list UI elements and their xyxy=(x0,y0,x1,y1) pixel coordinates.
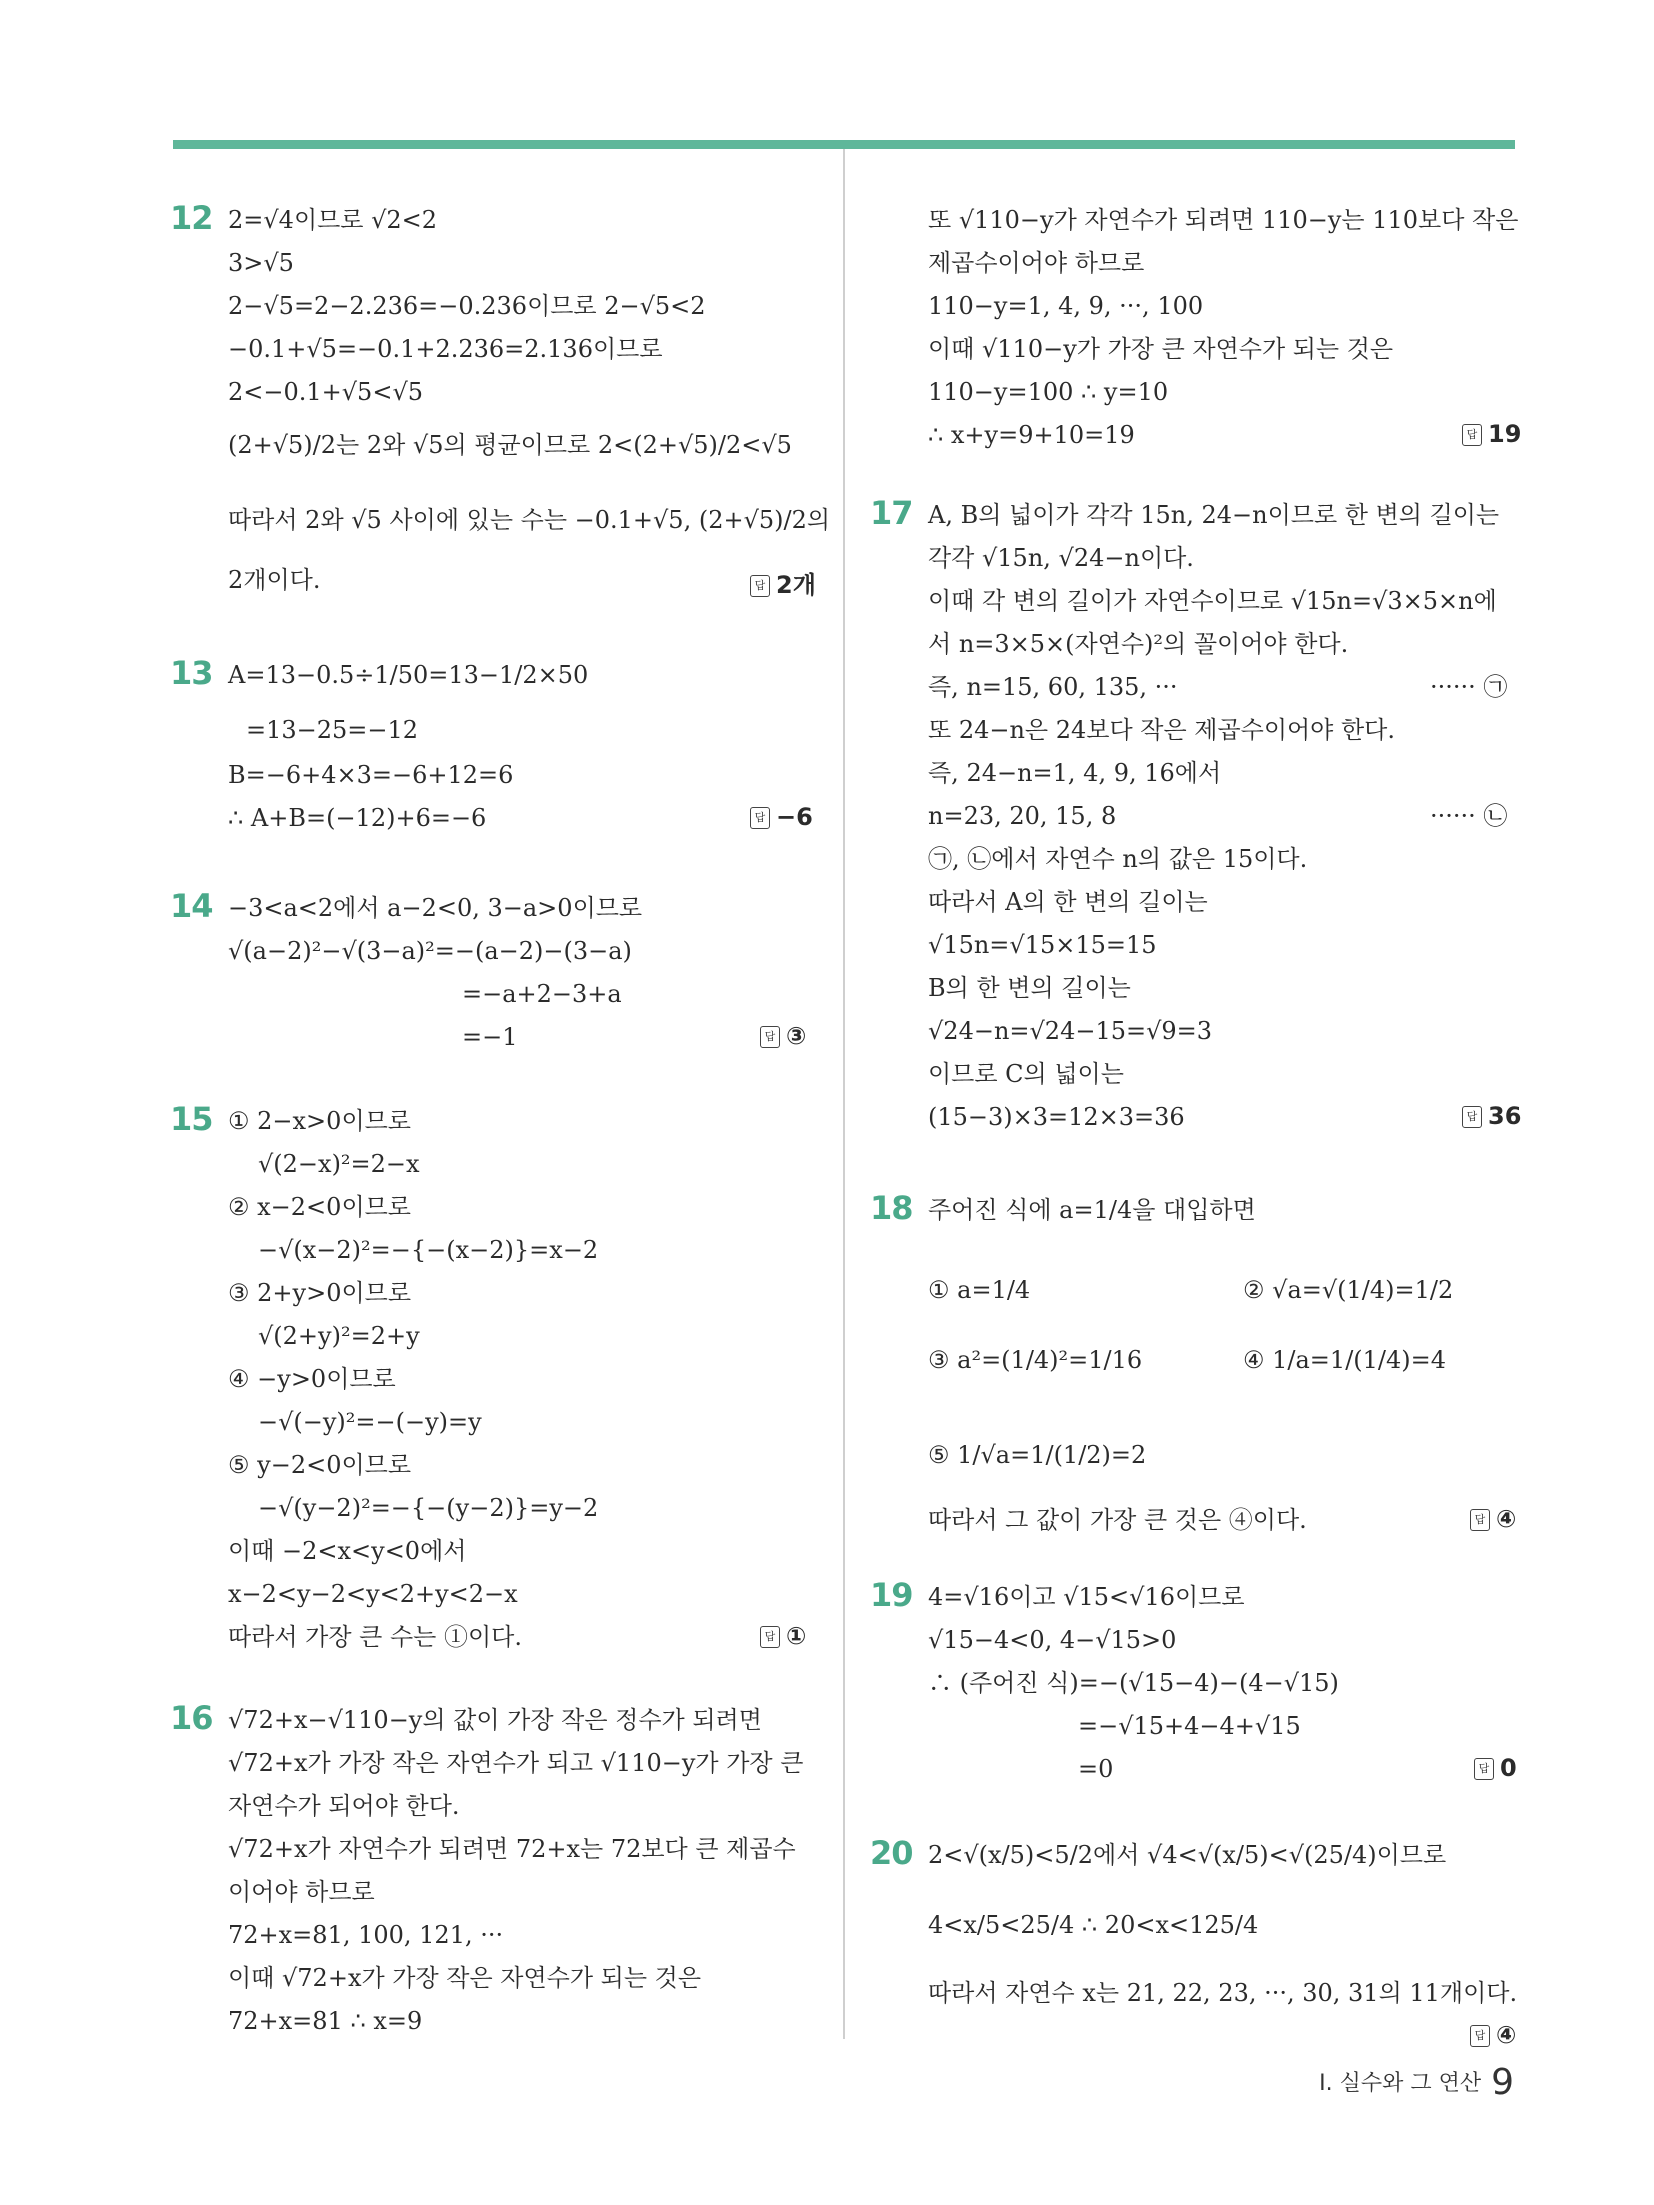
answer-label xyxy=(1470,1505,1516,1533)
solution-line: B=−6+4×3=−6+12=6 xyxy=(228,761,514,789)
solution-line: n=23, 20, 15, 8 xyxy=(928,802,1117,830)
solution-line: −√(−y)²=−(−y)=y xyxy=(258,1408,482,1436)
problem-number: 19 xyxy=(870,1576,913,1614)
solution-line: 4=√16이고 √15<√16이므로 xyxy=(928,1583,1245,1611)
solution-line: √(2+y)²=2+y xyxy=(258,1322,420,1350)
solution-line: −3<a<2에서 a−2<0, 3−a>0이므로 xyxy=(228,894,643,922)
answer-label xyxy=(1462,1102,1521,1130)
solution-line: √(a−2)²−√(3−a)²=−(a−2)−(3−a) xyxy=(228,937,632,965)
solution-line: ④ −y>0이므로 xyxy=(228,1365,396,1393)
answer-icon: 답 xyxy=(750,575,770,597)
answer-value: 36 xyxy=(1488,1102,1522,1130)
answer-value: ③ xyxy=(786,1022,807,1050)
solution-line: 서 n=3×5×(자연수)²의 꼴이어야 한다. xyxy=(928,630,1349,658)
answer-icon: 답 xyxy=(1474,1758,1494,1780)
solution-line: √(2−x)²=2−x xyxy=(258,1150,420,1178)
solution-line: 즉, 24−n=1, 4, 9, 16에서 xyxy=(928,759,1222,787)
solution-line: 따라서 A의 한 변의 길이는 xyxy=(928,888,1208,916)
page-footer xyxy=(1319,2062,1514,2103)
problem-number: 18 xyxy=(870,1189,913,1227)
solution-line: =0 xyxy=(1078,1755,1114,1783)
solution-line: ∴ (주어진 식)=−(√15−4)−(4−√15) xyxy=(928,1669,1339,1697)
solution-line: 주어진 식에 a=1/4을 대입하면 xyxy=(928,1196,1256,1224)
answer-label xyxy=(760,1022,806,1050)
solution-line: 또 24−n은 24보다 작은 제곱수이어야 한다. xyxy=(928,716,1395,744)
problem-number: 15 xyxy=(170,1100,213,1138)
solution-line: A=13−0.5÷1/50=13−1/2×50 xyxy=(228,661,589,689)
solution-line: ③ 2+y>0이므로 xyxy=(228,1279,412,1307)
solution-line: 각각 √15n, √24−n이다. xyxy=(928,544,1194,572)
answer-icon: 답 xyxy=(1470,1509,1490,1531)
solution-line: −√(x−2)²=−{−(x−2)}=x−2 xyxy=(258,1236,599,1264)
problem-number: 14 xyxy=(170,887,213,925)
solution-line: =−1 xyxy=(462,1023,518,1051)
answer-value: 2개 xyxy=(776,571,816,599)
solution-line: 72+x=81, 100, 121, ··· xyxy=(228,1921,504,1949)
column-divider xyxy=(843,149,845,2039)
answer-label xyxy=(1462,420,1521,448)
answer-icon: 답 xyxy=(750,807,770,829)
solution-line: 2−√5=2−2.236=−0.236이므로 2−√5<2 xyxy=(228,292,706,320)
solution-line: ④ 1/a=1/(1/4)=4 xyxy=(1243,1346,1447,1374)
solution-line: ② √a=√(1/4)=1/2 xyxy=(1243,1276,1454,1304)
solution-line: A, B의 넓이가 각각 15n, 24−n이므로 한 변의 길이는 xyxy=(928,501,1500,529)
solution-line: 2<√(x/5)<5/2에서 √4<√(x/5)<√(25/4)이므로 xyxy=(928,1841,1447,1869)
solution-line: 따라서 2와 √5 사이에 있는 수는 −0.1+√5, (2+√5)/2의 xyxy=(228,506,831,534)
equation-tag: ······ ㉠ xyxy=(1430,673,1508,701)
answer-value: 19 xyxy=(1488,420,1522,448)
solution-line: √72+x가 가장 작은 자연수가 되고 √110−y가 가장 큰 xyxy=(228,1749,804,1777)
answer-icon: 답 xyxy=(760,1626,780,1648)
solution-line: 3>√5 xyxy=(228,249,294,277)
solution-line: ⑤ 1/√a=1/(1/2)=2 xyxy=(928,1441,1147,1469)
solution-line: ① a=1/4 xyxy=(928,1276,1031,1304)
solution-line: ∴ x+y=9+10=19 xyxy=(928,421,1135,449)
solution-line: =−√15+4−4+√15 xyxy=(1078,1712,1301,1740)
solution-line: B의 한 변의 길이는 xyxy=(928,974,1131,1002)
top-accent-bar xyxy=(173,140,1515,149)
answer-value: 0 xyxy=(1500,1754,1517,1782)
solution-line: 따라서 가장 큰 수는 ①이다. xyxy=(228,1623,522,1651)
solution-line: −0.1+√5=−0.1+2.236=2.136이므로 xyxy=(228,335,663,363)
solution-line: 이어야 하므로 xyxy=(228,1878,375,1906)
solution-line: ② x−2<0이므로 xyxy=(228,1193,411,1221)
solution-line: √15n=√15×15=15 xyxy=(928,931,1157,959)
solution-line: 이때 √110−y가 가장 큰 자연수가 되는 것은 xyxy=(928,335,1394,363)
solution-line: 따라서 그 값이 가장 큰 것은 ④이다. xyxy=(928,1506,1307,1534)
answer-icon: 답 xyxy=(1470,2025,1490,2047)
answer-label xyxy=(1470,2021,1516,2049)
answer-icon: 답 xyxy=(760,1026,780,1048)
answer-label xyxy=(760,1622,806,1650)
solution-line: 110−y=1, 4, 9, ···, 100 xyxy=(928,292,1204,320)
problem-number: 17 xyxy=(870,494,913,532)
solution-line: √15−4<0, 4−√15>0 xyxy=(928,1626,1177,1654)
solution-line: =−a+2−3+a xyxy=(462,980,622,1008)
solution-line: ① 2−x>0이므로 xyxy=(228,1107,411,1135)
solution-line: √72+x−√110−y의 값이 가장 작은 정수가 되려면 xyxy=(228,1706,762,1734)
solution-line: 2=√4이므로 √2<2 xyxy=(228,206,438,234)
equation-tag: ······ ㉡ xyxy=(1430,802,1508,830)
answer-label xyxy=(750,565,816,600)
solution-line: √72+x가 자연수가 되려면 72+x는 72보다 큰 제곱수 xyxy=(228,1835,796,1863)
solution-line: ㉠, ㉡에서 자연수 n의 값은 15이다. xyxy=(928,845,1308,873)
solution-line: 이때 √72+x가 가장 작은 자연수가 되는 것은 xyxy=(228,1964,702,1992)
solution-line: −√(y−2)²=−{−(y−2)}=y−2 xyxy=(258,1494,599,1522)
solution-line: (15−3)×3=12×3=36 xyxy=(928,1103,1185,1131)
answer-icon: 답 xyxy=(1462,1106,1482,1128)
answer-value: ① xyxy=(786,1622,807,1650)
solution-line: 이므로 C의 넓이는 xyxy=(928,1060,1124,1088)
solution-line: 제곱수이어야 하므로 xyxy=(928,249,1145,277)
solution-line: =13−25=−12 xyxy=(246,716,419,744)
problem-number: 12 xyxy=(170,199,213,237)
problem-number: 20 xyxy=(870,1834,913,1872)
solution-line: 4<x/5<25/4 ∴ 20<x<125/4 xyxy=(928,1911,1259,1939)
solution-line: x−2<y−2<y<2+y<2−x xyxy=(228,1580,518,1608)
solution-line: 이때 −2<x<y<0에서 xyxy=(228,1537,467,1565)
section-title: I. 실수와 그 연산 xyxy=(1319,2071,1482,2096)
answer-icon: 답 xyxy=(1462,424,1482,446)
problem-number: 16 xyxy=(170,1699,213,1737)
solution-line: 110−y=100 ∴ y=10 xyxy=(928,378,1169,406)
solution-line: 즉, n=15, 60, 135, ··· xyxy=(928,673,1178,701)
solution-line: 2<−0.1+√5<√5 xyxy=(228,378,423,406)
solution-line: ∴ A+B=(−12)+6=−6 xyxy=(228,804,487,832)
solution-line: 또 √110−y가 자연수가 되려면 110−y는 110보다 작은 xyxy=(928,206,1519,234)
solution-line: 이때 각 변의 길이가 자연수이므로 √15n=√3×5×n에 xyxy=(928,587,1497,615)
solution-line: 따라서 자연수 x는 21, 22, 23, ···, 30, 31의 11개이다. xyxy=(928,1979,1518,2007)
answer-label xyxy=(1474,1754,1517,1782)
solution-line: √24−n=√24−15=√9=3 xyxy=(928,1017,1213,1045)
answer-value: −6 xyxy=(776,803,813,831)
solution-line: (2+√5)/2는 2와 √5의 평균이므로 2<(2+√5)/2<√5 xyxy=(228,431,792,459)
solution-line: ③ a²=(1/4)²=1/16 xyxy=(928,1346,1143,1374)
solution-line: 72+x=81 ∴ x=9 xyxy=(228,2007,423,2035)
answer-value: ④ xyxy=(1496,2021,1517,2049)
solution-line: 자연수가 되어야 한다. xyxy=(228,1792,460,1820)
problem-number: 13 xyxy=(170,654,213,692)
solution-line: ⑤ y−2<0이므로 xyxy=(228,1451,412,1479)
solution-line: 2개이다. xyxy=(228,566,321,594)
page-number: 9 xyxy=(1491,2062,1514,2103)
answer-value: ④ xyxy=(1496,1505,1517,1533)
answer-label xyxy=(750,803,813,831)
